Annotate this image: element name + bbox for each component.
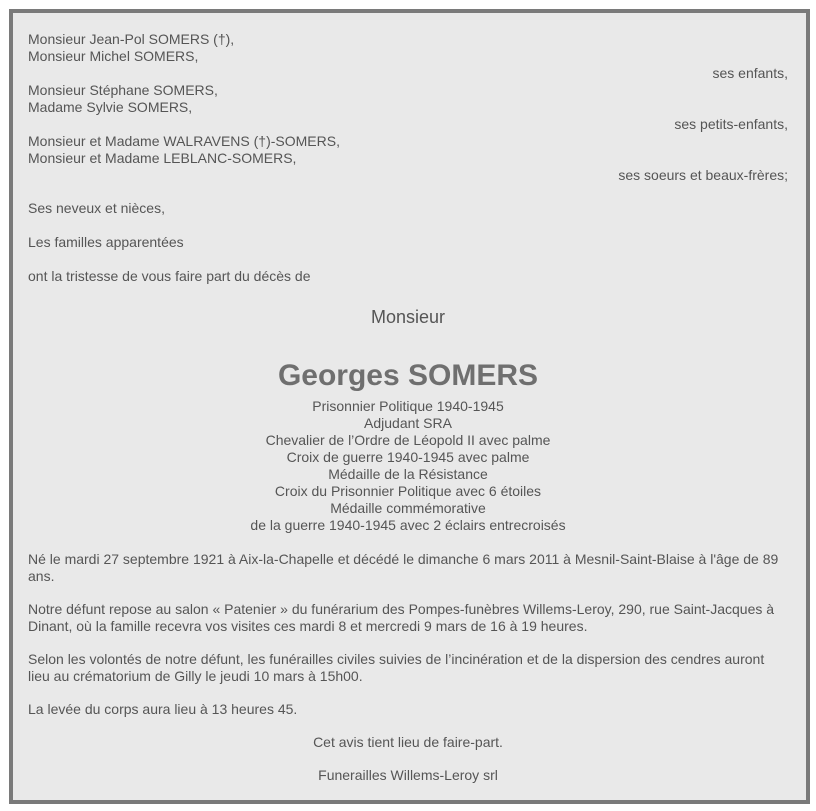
sibling-1: Monsieur et Madame WALRAVENS (†)-SOMERS, [28,133,340,149]
deceased-name: Georges SOMERS [277,359,539,392]
deceased-title: Monsieur [370,307,446,327]
notice-line: Cet avis tient lieu de faire-part. [313,734,503,750]
child-2: Monsieur Michel SOMERS, [28,48,199,64]
obituary-content [28,31,788,784]
honors-list [28,398,788,534]
relatives-line: Les familles apparentées [28,234,184,250]
siblings-label: ses soeurs et beaux-frères; [618,167,788,183]
child-1: Monsieur Jean-Pol SOMERS (†), [28,31,235,47]
honor-item: Adjudant SRA [364,415,452,431]
honor-item: Croix du Prisonnier Politique avec 6 étoiles [274,483,542,499]
nephews-line: Ses neveux et nièces, [28,200,165,216]
funeral-paragraph: Selon les volontés de notre défunt, les funérailles civiles suivies de l’incinération et de la dispersion des cendres auront lieu au crématorium de Gilly le jeudi 10 mars à 15h00. [28,651,765,684]
obituary-frame [9,9,810,804]
honor-item: Médaille commémorative [330,500,486,516]
grandchildren-label: ses petits-enfants, [674,116,788,132]
birth-death-paragraph: Né le mardi 27 septembre 1921 à Aix-la-Chapelle et décédé le dimanche 6 mars 2011 à Mesnil-Saint-Blaise à l'âge de 89 ans. [28,551,779,584]
visitation-paragraph: Notre défunt repose au salon « Patenier » du funérarium des Pompes-funèbres Willems-Leroy, 290, rue Saint-Jacques à Dinant, où la famille recevra vos visites ces mardi 8 et mercredi 9 mars de 16 à 19 heures. [28,601,775,634]
honor-item: Prisonnier Politique 1940-1945 [312,398,504,414]
honor-item: Croix de guerre 1940-1945 avec palme [286,449,530,465]
honor-item: de la guerre 1940-1945 avec 2 éclairs entrecroisés [250,517,566,533]
levee-paragraph: La levée du corps aura lieu à 13 heures 45. [28,701,298,717]
funeral-home-signature: Funerailles Willems-Leroy srl [318,767,498,783]
sibling-2: Monsieur et Madame LEBLANC-SOMERS, [28,150,297,166]
children-label: ses enfants, [712,65,788,81]
honor-item: Chevalier de l’Ordre de Léopold II avec palme [265,432,551,448]
announcement-line: ont la tristesse de vous faire part du décès de [28,268,311,284]
grandchild-1: Monsieur Stéphane SOMERS, [28,82,218,98]
grandchild-2: Madame Sylvie SOMERS, [28,99,193,115]
honor-item: Médaille de la Résistance [328,466,488,482]
